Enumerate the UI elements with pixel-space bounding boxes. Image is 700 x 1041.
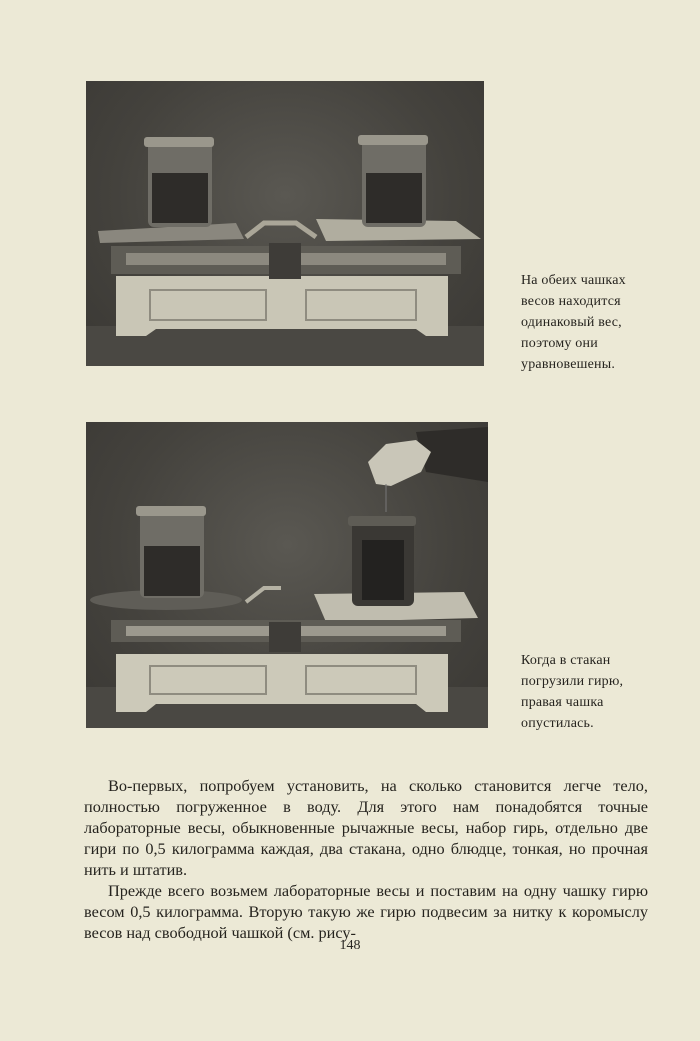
caption-line: одинаковый вес, — [521, 315, 622, 330]
scales-illustration-2 — [86, 422, 488, 728]
scale-base — [116, 276, 448, 336]
caption-line: уравновешены. — [521, 357, 616, 372]
page-number: 148 — [339, 938, 361, 953]
caption-line: правая чашка — [521, 695, 604, 710]
caption-line: погрузили гирю, — [521, 674, 624, 689]
photo-weight-lowered — [86, 422, 488, 728]
caption-line: опустилась. — [521, 716, 594, 731]
scale-base — [116, 654, 448, 712]
caption-line: На обеих чашках — [521, 273, 626, 288]
caption-line: Когда в стакан — [521, 653, 611, 668]
caption-line: весов находится — [521, 294, 621, 309]
photo-balanced-scales — [86, 81, 484, 366]
right-jar — [358, 135, 428, 227]
body-text — [84, 775, 648, 943]
paragraph: Прежде всего возьмем лабораторные весы и поставим на одну чашку гирю весом 0,5 килограмма. Вторую такую же гирю подвесим за нитку к коромыслу весов над свободной чашкой (см. рису- — [84, 881, 648, 942]
left-jar — [144, 137, 214, 227]
left-jar — [136, 506, 206, 598]
caption-line: поэтому они — [521, 336, 598, 351]
paragraph: Во-первых, попробуем установить, на сколько становится легче тело, полностью погруженное в воду. Для этого нам понадобятся точные лабораторные весы, обыкновенные рычажные весы, набор гирь, отдельно две гири по 0,5 килограмма каждая, два стакана, одно блюдце, тонкая, но прочная нить и штатив. — [84, 776, 648, 879]
right-jar — [348, 516, 416, 606]
figure-caption-2 — [521, 650, 661, 734]
hand — [368, 440, 431, 486]
scales-illustration-1 — [86, 81, 484, 366]
figure-caption-1 — [521, 270, 661, 375]
